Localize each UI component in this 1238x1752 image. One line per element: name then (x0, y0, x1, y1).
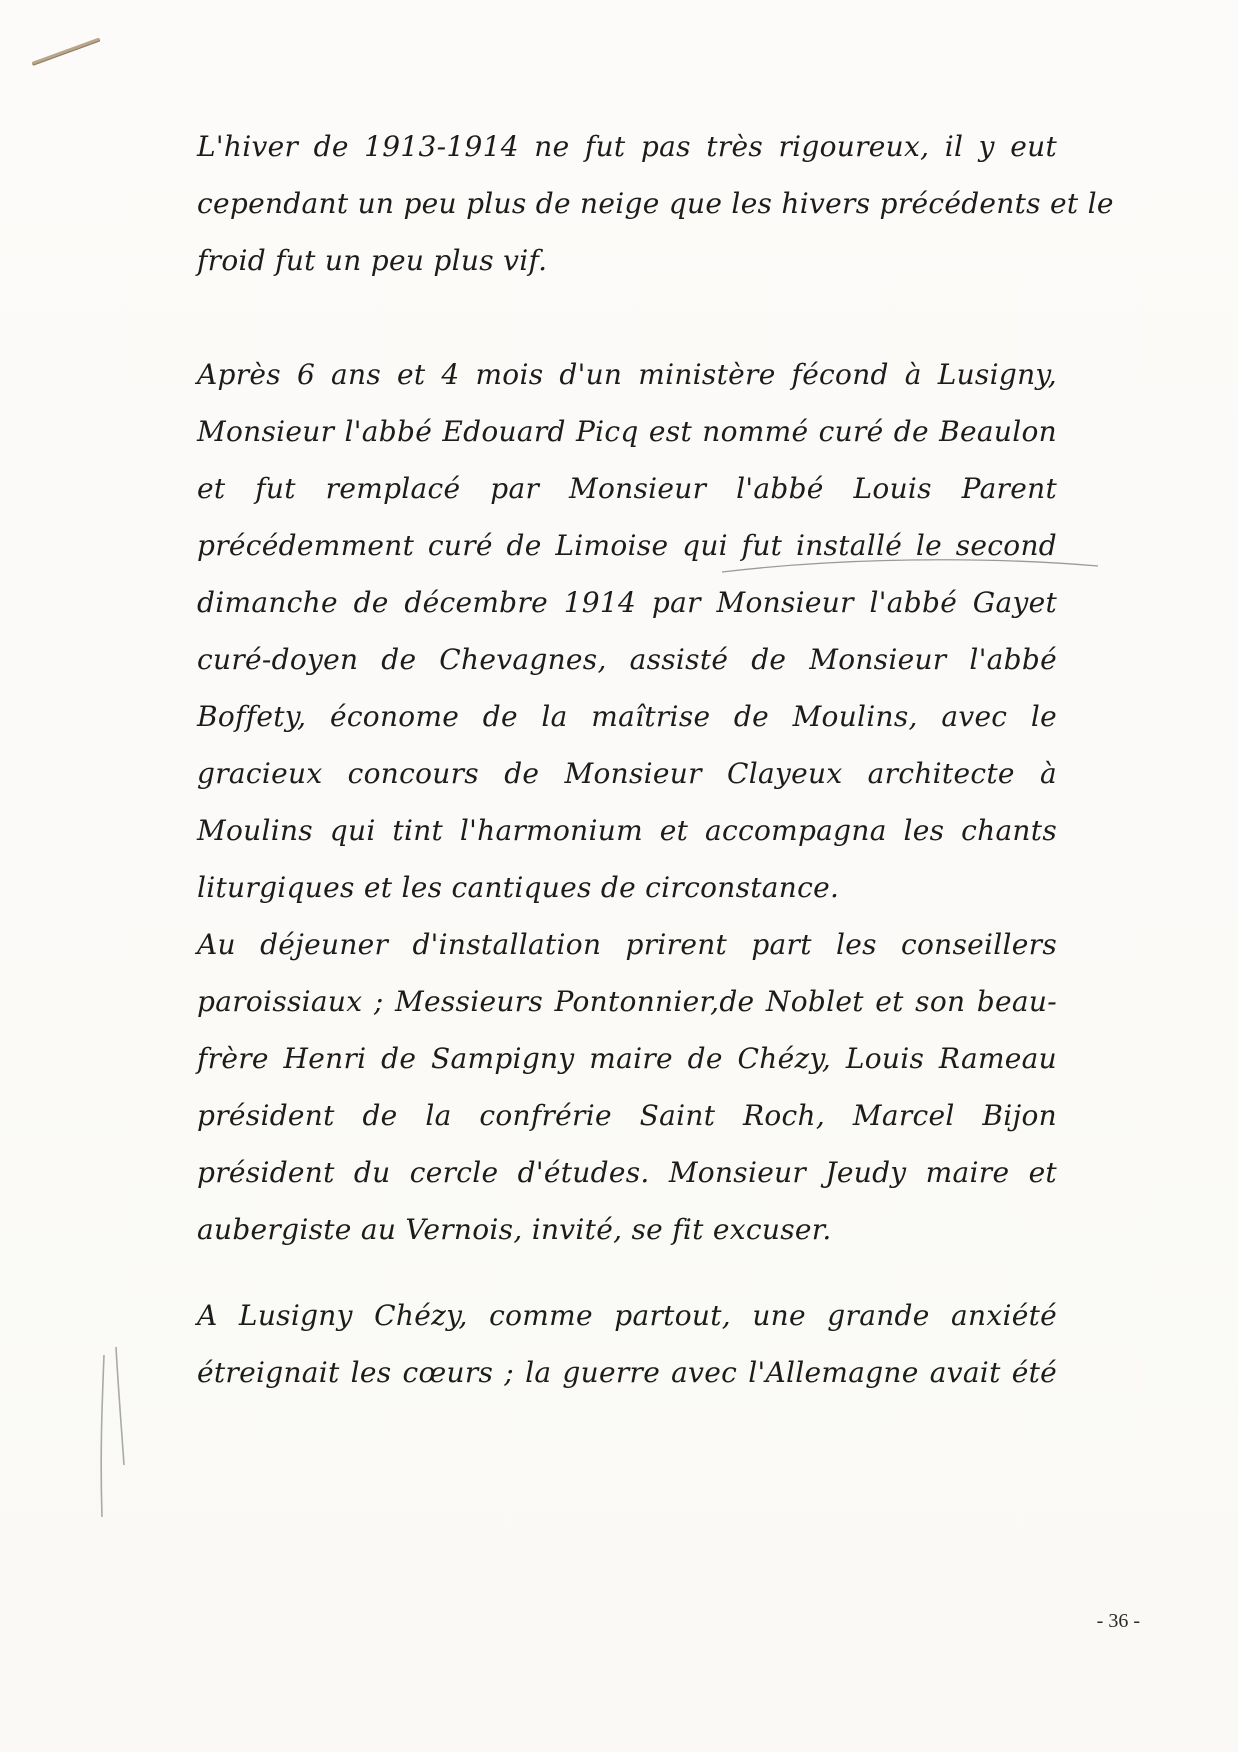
text-line: cependant un peu plus de neige que les hivers précédents et le (197, 187, 1114, 220)
text-line: président du cercle d'études. Monsieur Jeudy maire et (197, 1156, 1057, 1189)
text-line: L'hiver de 1913-1914 ne fut pas très rigoureux, il y eut (197, 130, 1057, 163)
text-line: frère Henri de Sampigny maire de Chézy, Louis Rameau (197, 1042, 1057, 1075)
pencil-mark (31, 37, 100, 64)
text-line: président de la confrérie Saint Roch, Marcel Bijon (197, 1099, 1057, 1132)
text-line: précédemment curé de Limoise qui fut installé le second (197, 529, 1057, 562)
paragraph-3 (197, 916, 1057, 1258)
text-line: Monsieur l'abbé Edouard Picq est nommé curé de Beaulon (197, 415, 1057, 448)
text-line: paroissiaux ; Messieurs Pontonnier,de Noblet et son beau- (197, 985, 1057, 1018)
text-line: Moulins qui tint l'harmonium et accompagna les chants (197, 814, 1057, 847)
text-line: liturgiques et les cantiques de circonstance. (197, 871, 840, 904)
paragraph-gap (197, 1258, 1057, 1287)
text-line: Après 6 ans et 4 mois d'un ministère fécond à Lusigny, (197, 358, 1057, 391)
text-line: et fut remplacé par Monsieur l'abbé Louis Parent (197, 472, 1057, 505)
body-text (197, 118, 1114, 1401)
text-line: A Lusigny Chézy, comme partout, une grande anxiété (197, 1299, 1057, 1332)
paragraph-4 (197, 1287, 1057, 1401)
paragraph-2 (197, 346, 1057, 916)
text-line: gracieux concours de Monsieur Clayeux architecte à (197, 757, 1057, 790)
text-line: aubergiste au Vernois, invité, se fit excuser. (197, 1213, 832, 1246)
paragraph-gap (197, 289, 1057, 346)
text-line: froid fut un peu plus vif. (197, 244, 548, 277)
text-line: étreignait les cœurs ; la guerre avec l'Allemagne avait été (197, 1356, 1057, 1389)
paragraph-1 (197, 118, 1114, 289)
pencil-annotation (96, 1345, 136, 1525)
text-line: curé-doyen de Chevagnes, assisté de Monsieur l'abbé (197, 643, 1057, 676)
page-number: - 36 - (1096, 1610, 1140, 1632)
text-line: Boffety, économe de la maîtrise de Moulins, avec le (197, 700, 1057, 733)
text-line: Au déjeuner d'installation prirent part les conseillers (197, 928, 1057, 961)
text-line: dimanche de décembre 1914 par Monsieur l'abbé Gayet (197, 586, 1057, 619)
